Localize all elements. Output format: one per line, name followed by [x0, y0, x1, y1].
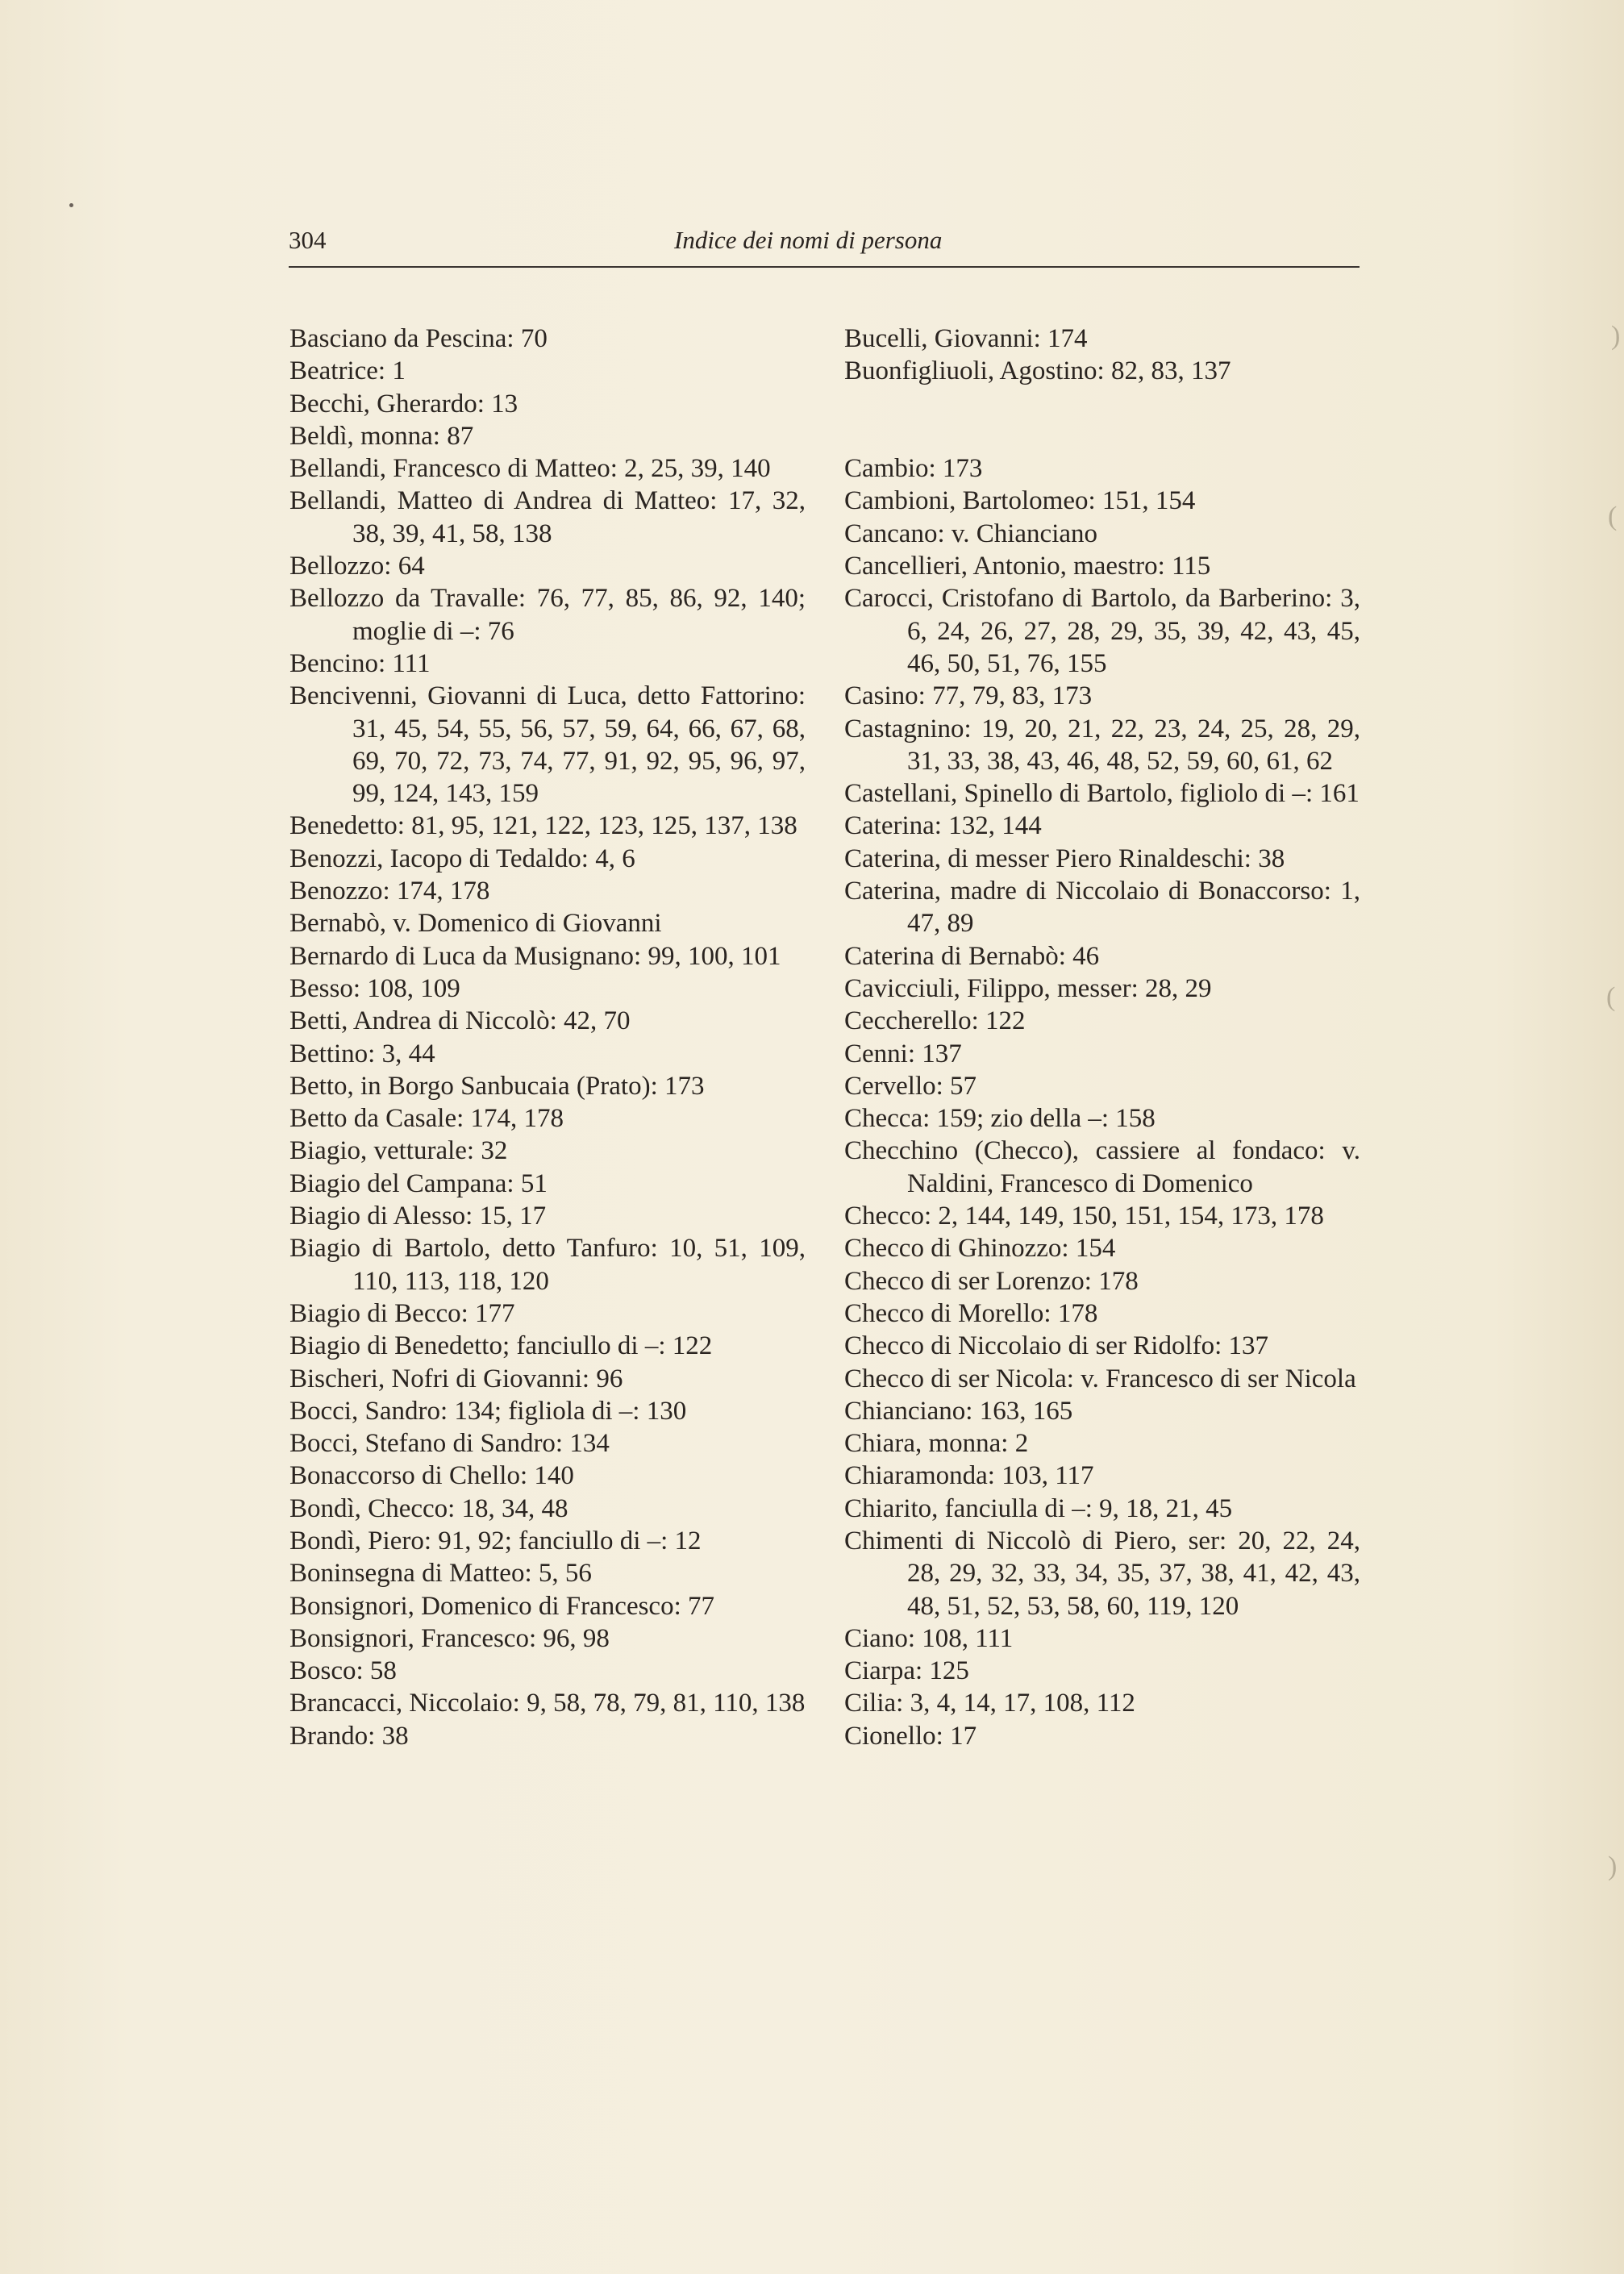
index-entry: Benozzo: 174, 178: [289, 877, 490, 906]
index-entry: Caterina, di messer Piero Rinaldeschi: 38: [844, 843, 1285, 873]
index-entry: Cilia: 3, 4, 14, 17, 108, 112: [844, 1689, 1135, 1718]
page-speck: [69, 203, 73, 207]
index-entry: Bellozzo: 64: [289, 552, 425, 581]
index-entry: Biagio di Bartolo, detto Tanfuro: 10, 51, 109, 110, 113, 118, 120: [289, 1234, 806, 1296]
index-entry: Biagio di Benedetto; fanciullo di –: 122: [289, 1331, 713, 1361]
index-entry: Checco di ser Lorenzo: 178: [844, 1266, 1139, 1296]
index-entry: Ceccherello: 122: [844, 1006, 1026, 1036]
index-entry: Checco di Morello: 178: [844, 1298, 1098, 1328]
index-entry: Biagio del Campana: 51: [289, 1168, 548, 1198]
index-entry: Boninsegna di Matteo: 5, 56: [289, 1559, 592, 1589]
index-entry: Checca: 159; zio della –: 158: [844, 1104, 1156, 1134]
index-entry: Bucelli, Giovanni: 174: [844, 324, 1088, 353]
index-entry: Benozzi, Iacopo di Tedaldo: 4, 6: [289, 843, 635, 873]
index-entry: Cavicciuli, Filippo, messer: 28, 29: [844, 973, 1212, 1003]
index-entry: Castagnino: 19, 20, 21, 22, 23, 24, 25, 28, 29, 31, 33, 38, 43, 46, 48, 52, 59, 60, 61, 62: [844, 714, 1360, 776]
index-entry: Chianciano: 163, 165: [844, 1396, 1073, 1426]
index-entry: Bellandi, Matteo di Andrea di Matteo: 17, 32, 38, 39, 41, 58, 138: [289, 486, 806, 548]
index-entry: Biagio, vetturale: 32: [289, 1136, 508, 1166]
index-entry: Checco di Ghinozzo: 154: [844, 1234, 1116, 1264]
index-entry: Betti, Andrea di Niccolò: 42, 70: [289, 1006, 631, 1036]
index-entry: Betto, in Borgo Sanbucaia (Prato): 173: [289, 1071, 705, 1101]
index-entry: Bocci, Stefano di Sandro: 134: [289, 1429, 610, 1459]
index-entry: Casino: 77, 79, 83, 173: [844, 681, 1093, 711]
index-entry: Checco: 2, 144, 149, 150, 151, 154, 173, 178: [844, 1202, 1324, 1231]
index-entry: Bondì, Checco: 18, 34, 48: [289, 1493, 568, 1523]
index-entry: Chiarito, fanciulla di –: 9, 18, 21, 45: [844, 1493, 1233, 1523]
index-entry: Castellani, Spinello di Bartolo, figliolo di –: 161: [844, 779, 1360, 809]
index-entry: Checco di Niccolaio di ser Ridolfo: 137: [844, 1331, 1269, 1361]
page-number: 304: [289, 226, 327, 254]
index-entry: Bonsignori, Domenico di Francesco: 77: [289, 1591, 715, 1621]
index-column-left: [289, 323, 806, 1752]
index-entry: Ciarpa: 125: [844, 1656, 969, 1686]
index-entry: Cancellieri, Antonio, maestro: 115: [844, 552, 1211, 581]
index-entry: Bonsignori, Francesco: 96, 98: [289, 1623, 610, 1653]
index-entry: Bondì, Piero: 91, 92; fanciullo di –: 12: [289, 1526, 702, 1556]
margin-bracket: (: [1608, 502, 1618, 531]
index-entry: Checchino (Checco), cassiere al fondaco: v. Naldini, Francesco di Domenico: [844, 1136, 1360, 1198]
index-entry: Cionello: 17: [844, 1721, 977, 1751]
margin-bracket: ): [1611, 321, 1621, 351]
index-entry: Bernabò, v. Domenico di Giovanni: [289, 909, 662, 939]
index-entry: Bencino: 111: [289, 648, 431, 678]
index-entry: Biagio di Becco: 177: [289, 1298, 515, 1328]
index-entry: Basciano da Pescina: 70: [289, 324, 548, 353]
index-entry: Ciano: 108, 111: [844, 1623, 1014, 1653]
margin-bracket: (: [1606, 982, 1616, 1012]
index-entry: Cervello: 57: [844, 1071, 977, 1101]
index-entry: Buonfigliuoli, Agostino: 82, 83, 137: [844, 356, 1231, 386]
index-entry: Bocci, Sandro: 134; figliola di –: 130: [289, 1396, 687, 1426]
index-entry: Bellozzo da Travalle: 76, 77, 85, 86, 92, 140; moglie di –: 76: [289, 584, 806, 646]
index-entry: Cenni: 137: [844, 1039, 962, 1068]
index-entry: Chiara, monna: 2: [844, 1429, 1029, 1459]
index-entry: Bernardo di Luca da Musignano: 99, 100, 101: [289, 941, 781, 971]
index-entry: Caterina: 132, 144: [844, 811, 1042, 841]
index-entry: Becchi, Gherardo: 13: [289, 389, 518, 419]
index-entry: Biagio di Alesso: 15, 17: [289, 1202, 547, 1231]
index-entry: Beldì, monna: 87: [289, 421, 474, 451]
index-entry: Cambioni, Bartolomeo: 151, 154: [844, 486, 1196, 516]
index-entry: Besso: 108, 109: [289, 973, 460, 1003]
index-entry: Carocci, Cristofano di Bartolo, da Barberino: 3, 6, 24, 26, 27, 28, 29, 35, 39, 42, 43, 45, 46, 50, 51, 76, 155: [844, 584, 1360, 678]
index-entry: Bencivenni, Giovanni di Luca, detto Fattorino: 31, 45, 54, 55, 56, 57, 59, 64, 66, 67, 68, 69, 70, 72, 73, 74, 77, 91, 92, 95, 96, 97, 99, 124, 143, 159: [289, 681, 806, 809]
index-entry: Checco di ser Nicola: v. Francesco di ser Nicola: [844, 1364, 1356, 1393]
margin-bracket: ): [1608, 1851, 1618, 1881]
index-entry: Bettino: 3, 44: [289, 1039, 435, 1068]
index-entry: Bosco: 58: [289, 1656, 397, 1686]
letter-section-gap: [844, 388, 1360, 453]
index-entry: Cambio: 173: [844, 454, 983, 484]
index-entry: Cancano: v. Chianciano: [844, 519, 1098, 548]
index-entry: Brando: 38: [289, 1721, 409, 1751]
index-entry: Bellandi, Francesco di Matteo: 2, 25, 39, 140: [289, 454, 771, 484]
index-entry: Chiaramonda: 103, 117: [844, 1461, 1094, 1491]
index-entry: Brancacci, Niccolaio: 9, 58, 78, 79, 81, 110, 138: [289, 1689, 806, 1718]
running-head: [289, 221, 1360, 268]
index-entry: Chimenti di Niccolò di Piero, ser: 20, 22, 24, 28, 29, 32, 33, 34, 35, 37, 38, 41, 42, 43, 48, 51, 52, 53, 58, 60, 119, 120: [844, 1526, 1360, 1621]
index-entry: Betto da Casale: 174, 178: [289, 1104, 564, 1134]
index-entry: Caterina, madre di Niccolaio di Bonaccorso: 1, 47, 89: [844, 877, 1360, 939]
index-entry: Bischeri, Nofri di Giovanni: 96: [289, 1364, 623, 1393]
index-entry: Caterina di Bernabò: 46: [844, 941, 1100, 971]
index-entry: Beatrice: 1: [289, 356, 406, 386]
page-title: Indice dei nomi di persona: [674, 226, 943, 254]
index-entry: Benedetto: 81, 95, 121, 122, 123, 125, 137, 138: [289, 811, 797, 841]
index-entry: Bonaccorso di Chello: 140: [289, 1461, 574, 1491]
index-column-right: [844, 323, 1360, 1752]
